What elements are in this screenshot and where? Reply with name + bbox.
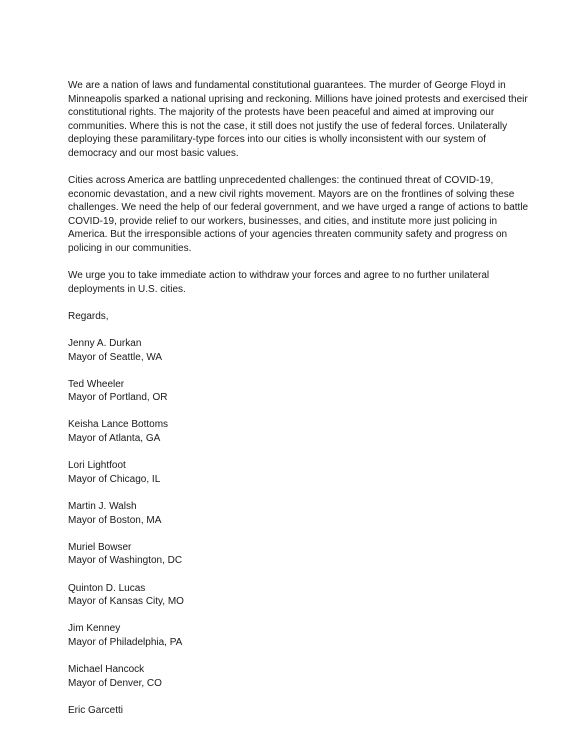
letter-body bbox=[68, 79, 530, 731]
signatory-title: Mayor of Atlanta, GA bbox=[68, 433, 161, 445]
signatory-block bbox=[68, 582, 530, 609]
signatory-block bbox=[68, 378, 530, 405]
letter-paragraph-2: Cities across America are battling unprecedented challenges: the continued threat of COVID-19, economic devastation, and a new civil rights movement. Mayors are on the frontlines of solving these challenges. We need the help of our federal government, and we have urged a range of actions to battle COVID-19, provide relief to our workers, businesses, and cities, and institute more just policing in America. But the irresponsible actions of your agencies threaten community safety and progress on policing in our communities. bbox=[68, 175, 529, 255]
closing-salutation: Regards, bbox=[68, 310, 109, 322]
signatory-title: Mayor of Seattle, WA bbox=[68, 351, 163, 363]
signatory-title: Mayor of Portland, OR bbox=[68, 392, 168, 404]
signatory-title: Mayor of Denver, CO bbox=[68, 677, 162, 689]
signatory-name: Ted Wheeler bbox=[68, 378, 125, 390]
signatory-title: Mayor of Boston, MA bbox=[68, 514, 162, 526]
signatory-name: Lori Lightfoot bbox=[68, 460, 126, 472]
signatory-name: Muriel Bowser bbox=[68, 541, 132, 553]
signatory-title: Mayor of Washington, DC bbox=[68, 555, 183, 567]
signatory-name: Eric Garcetti bbox=[68, 704, 124, 716]
signatory-block bbox=[68, 663, 530, 690]
signatory-title: Mayor of Philadelphia, PA bbox=[68, 636, 183, 648]
signatory-block bbox=[68, 459, 530, 486]
signatory-block bbox=[68, 337, 530, 364]
signatory-name: Jim Kenney bbox=[68, 623, 121, 635]
signatory-block bbox=[68, 704, 530, 718]
signatory-block bbox=[68, 418, 530, 445]
signatory-name: Keisha Lance Bottoms bbox=[68, 419, 169, 431]
signatory-block bbox=[68, 500, 530, 527]
letter-paragraph-1: We are a nation of laws and fundamental constitutional guarantees. The murder of George Floyd in Minneapolis sparked a national uprising and reckoning. Millions have joined protests and exercised their constitutional rights. The majority of the protests have been peaceful and aimed at improving our communities. Where this is not the case, it still does not justify the use of federal forces. Unilaterally deploying these paramilitary-type forces into our cities is wholly inconsistent with our system of democracy and our most basic values. bbox=[68, 80, 528, 159]
signatory-block bbox=[68, 541, 530, 568]
signatory-title: Mayor of Kansas City, MO bbox=[68, 596, 184, 608]
signatory-block bbox=[68, 622, 530, 649]
signatory-name: Martin J. Walsh bbox=[68, 501, 137, 513]
signatory-name: Jenny A. Durkan bbox=[68, 337, 142, 349]
letter-paragraph-3: We urge you to take immediate action to withdraw your forces and agree to no further unilateral deployments in U.S. cities. bbox=[68, 270, 490, 295]
signatory-name: Michael Hancock bbox=[68, 664, 145, 676]
signatory-title: Mayor of Chicago, IL bbox=[68, 473, 161, 485]
signatory-name: Quinton D. Lucas bbox=[68, 582, 146, 594]
